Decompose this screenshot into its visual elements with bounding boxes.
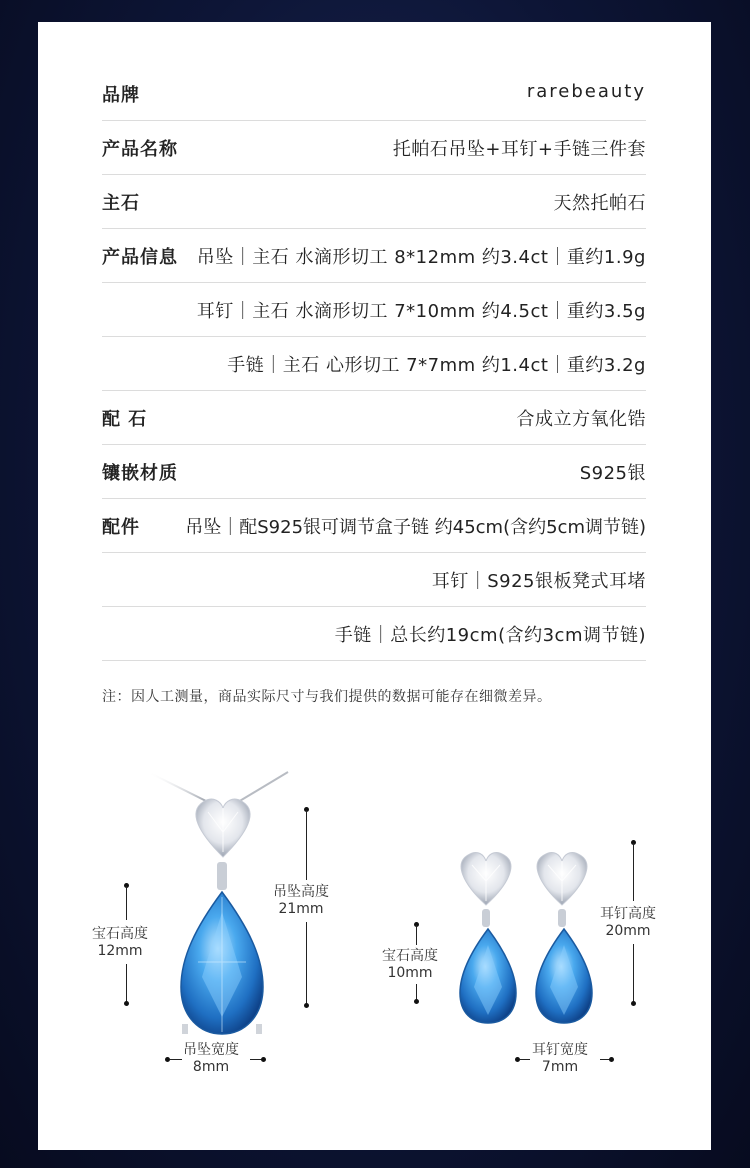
- dim-dot: [414, 999, 419, 1004]
- dim-line: [306, 922, 307, 1004]
- spec-label: 品牌: [102, 85, 140, 106]
- spec-label: 产品信息: [102, 247, 178, 268]
- spec-card: [38, 22, 711, 1150]
- spec-value: 托帕石吊坠+耳钉+手链三件套: [392, 139, 646, 160]
- spec-row-product-info-earring: [102, 283, 646, 337]
- earring-gem-height-label: [382, 948, 438, 982]
- spec-label: 镶嵌材质: [102, 463, 178, 484]
- dim-line: [170, 1059, 182, 1060]
- spec-row-accessories-earring: [102, 553, 646, 607]
- dim-line: [633, 843, 634, 901]
- dim-dot: [261, 1057, 266, 1062]
- spec-row-product-info-pendant: [102, 229, 646, 283]
- spec-value: 吊坠｜配S925银可调节盒子链 约45cm(含约5cm调节链): [185, 517, 646, 538]
- earring-width-label: [532, 1042, 588, 1076]
- dim-value: 12mm: [97, 943, 143, 959]
- dim-line: [126, 964, 127, 1002]
- dim-value: 10mm: [387, 965, 433, 981]
- spec-value: 手链｜总长约19cm(含约3cm调节链): [334, 625, 646, 646]
- dim-line: [416, 984, 417, 1000]
- dim-value: 20mm: [605, 923, 651, 939]
- spec-row-brand: [102, 67, 646, 121]
- dim-title: 耳钉宽度: [532, 1042, 588, 1058]
- earring-height-label: [600, 906, 656, 940]
- spec-value: 耳钉｜S925银板凳式耳堵: [431, 571, 646, 592]
- dim-line: [520, 1059, 530, 1060]
- dim-title: 吊坠高度: [273, 884, 329, 900]
- spec-row-accessories-pendant: [102, 499, 646, 553]
- spec-value: 耳钉｜主石 水滴形切工 7*10mm 约4.5ct｜重约3.5g: [196, 301, 646, 322]
- dim-dot: [631, 1001, 636, 1006]
- dim-line: [126, 886, 127, 920]
- dim-value: 7mm: [541, 1059, 579, 1075]
- dim-dot: [304, 1003, 309, 1008]
- dim-value: 21mm: [278, 901, 324, 917]
- spec-value: 天然托帕石: [553, 193, 646, 214]
- dim-value: 8mm: [192, 1059, 230, 1075]
- earrings-image: [448, 837, 608, 1027]
- disclaimer-note: 注：因人工测量，商品实际尺寸与我们提供的数据可能存在细微差异。: [102, 689, 552, 705]
- spec-row-side-stone: [102, 391, 646, 445]
- dim-line: [416, 925, 417, 945]
- spec-row-main-stone: [102, 175, 646, 229]
- dim-dot: [124, 1001, 129, 1006]
- dim-title: 宝石高度: [382, 948, 438, 964]
- dim-title: 宝石高度: [92, 926, 148, 942]
- spec-value: 合成立方氧化锆: [516, 409, 646, 430]
- dim-dot: [609, 1057, 614, 1062]
- spec-label: 产品名称: [102, 139, 178, 160]
- pendant-width-label: [183, 1042, 239, 1076]
- dim-title: 耳钉高度: [600, 906, 656, 922]
- spec-value: rarebeauty: [526, 81, 646, 102]
- spec-row-material: [102, 445, 646, 499]
- spec-row-accessories-bracelet: [102, 607, 646, 661]
- spec-value: 手链｜主石 心形切工 7*7mm 约1.4ct｜重约3.2g: [227, 355, 646, 376]
- spec-value: S925银: [579, 463, 646, 484]
- dim-line: [306, 810, 307, 880]
- spec-row-product-name: [102, 121, 646, 175]
- spec-label: 配件: [102, 517, 140, 538]
- dim-line: [633, 944, 634, 1002]
- spec-label: 配 石: [102, 409, 148, 430]
- spec-label: 主石: [102, 193, 140, 214]
- pendant-height-label: [273, 884, 329, 918]
- spec-value: 吊坠｜主石 水滴形切工 8*12mm 约3.4ct｜重约1.9g: [196, 247, 646, 268]
- dim-title: 吊坠宽度: [183, 1042, 239, 1058]
- spec-row-product-info-bracelet: [102, 337, 646, 391]
- pendant-gem-height-label: [92, 926, 148, 960]
